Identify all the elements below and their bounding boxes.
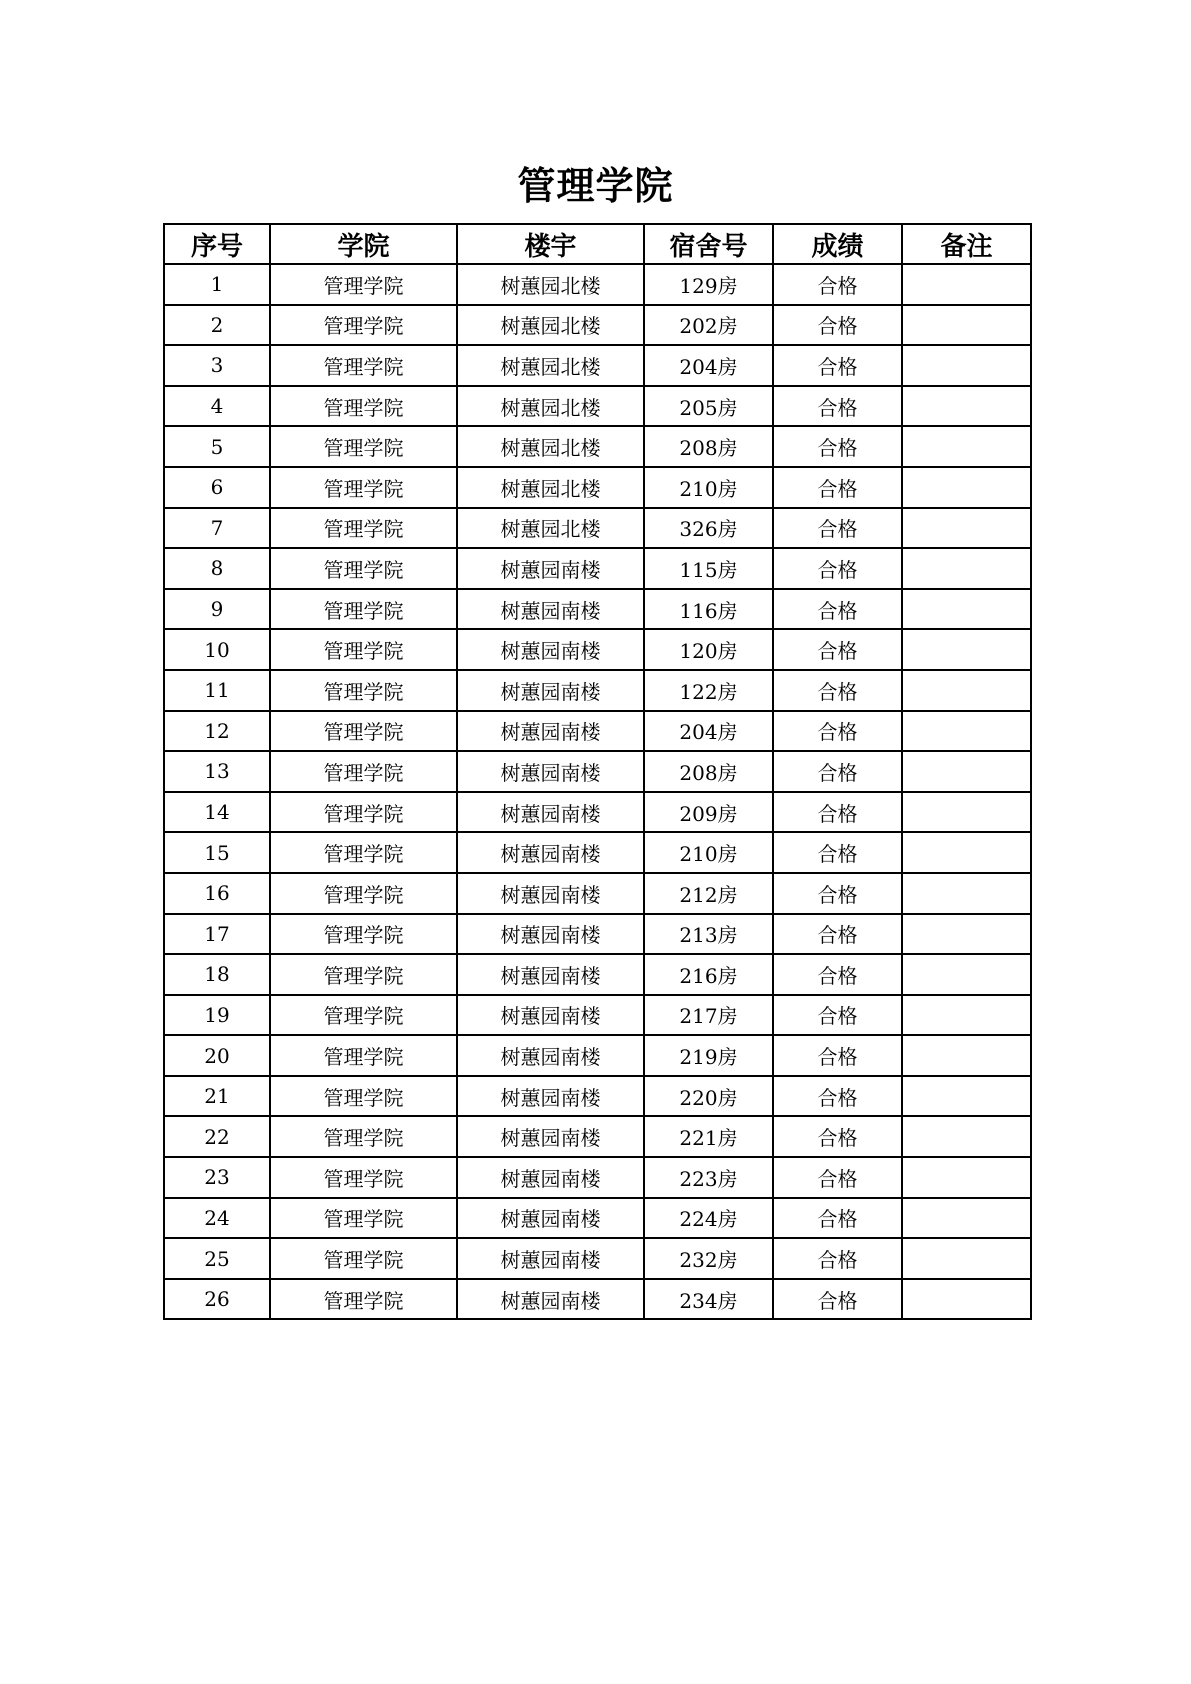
cell-grade: 合格 (773, 995, 902, 1036)
cell-remark (902, 1116, 1031, 1157)
cell-remark (902, 589, 1031, 630)
cell-building: 树蕙园南楼 (457, 711, 644, 752)
cell-seq: 20 (164, 1035, 270, 1076)
cell-remark (902, 386, 1031, 427)
cell-college: 管理学院 (270, 426, 457, 467)
table-row (164, 1157, 1031, 1198)
table-body (164, 264, 1031, 1319)
cell-room: 234房 (644, 1279, 773, 1320)
cell-seq: 7 (164, 508, 270, 549)
cell-college: 管理学院 (270, 548, 457, 589)
cell-grade: 合格 (773, 426, 902, 467)
cell-seq: 11 (164, 670, 270, 711)
cell-remark (902, 914, 1031, 955)
cell-building: 树蕙园南楼 (457, 995, 644, 1036)
cell-seq: 22 (164, 1116, 270, 1157)
cell-grade: 合格 (773, 1116, 902, 1157)
cell-seq: 9 (164, 589, 270, 630)
cell-remark (902, 345, 1031, 386)
cell-building: 树蕙园北楼 (457, 467, 644, 508)
cell-grade: 合格 (773, 589, 902, 630)
dormitory-grade-table (163, 223, 1032, 1320)
header-seq: 序号 (164, 224, 270, 264)
cell-building: 树蕙园南楼 (457, 954, 644, 995)
cell-remark (902, 1279, 1031, 1320)
cell-building: 树蕙园南楼 (457, 832, 644, 873)
cell-remark (902, 1157, 1031, 1198)
cell-room: 223房 (644, 1157, 773, 1198)
cell-college: 管理学院 (270, 995, 457, 1036)
cell-room: 208房 (644, 426, 773, 467)
cell-seq: 3 (164, 345, 270, 386)
header-grade: 成绩 (773, 224, 902, 264)
cell-remark (902, 1198, 1031, 1239)
cell-building: 树蕙园北楼 (457, 426, 644, 467)
cell-college: 管理学院 (270, 345, 457, 386)
cell-grade: 合格 (773, 345, 902, 386)
cell-room: 220房 (644, 1076, 773, 1117)
cell-room: 216房 (644, 954, 773, 995)
cell-college: 管理学院 (270, 1157, 457, 1198)
cell-seq: 18 (164, 954, 270, 995)
table-row (164, 1116, 1031, 1157)
cell-room: 204房 (644, 345, 773, 386)
cell-room: 224房 (644, 1198, 773, 1239)
cell-remark (902, 1238, 1031, 1279)
table-row (164, 305, 1031, 346)
table-row (164, 751, 1031, 792)
cell-building: 树蕙园南楼 (457, 1157, 644, 1198)
cell-room: 217房 (644, 995, 773, 1036)
cell-seq: 4 (164, 386, 270, 427)
cell-remark (902, 954, 1031, 995)
cell-college: 管理学院 (270, 629, 457, 670)
cell-remark (902, 1035, 1031, 1076)
cell-grade: 合格 (773, 508, 902, 549)
cell-building: 树蕙园北楼 (457, 345, 644, 386)
table-row (164, 426, 1031, 467)
cell-building: 树蕙园南楼 (457, 1035, 644, 1076)
cell-grade: 合格 (773, 1035, 902, 1076)
table-row (164, 914, 1031, 955)
cell-room: 213房 (644, 914, 773, 955)
cell-remark (902, 1076, 1031, 1117)
cell-grade: 合格 (773, 1076, 902, 1117)
cell-building: 树蕙园南楼 (457, 1238, 644, 1279)
header-room: 宿舍号 (644, 224, 773, 264)
cell-grade: 合格 (773, 386, 902, 427)
cell-room: 219房 (644, 1035, 773, 1076)
cell-building: 树蕙园北楼 (457, 508, 644, 549)
cell-college: 管理学院 (270, 1279, 457, 1320)
cell-college: 管理学院 (270, 1116, 457, 1157)
cell-seq: 8 (164, 548, 270, 589)
cell-college: 管理学院 (270, 386, 457, 427)
cell-building: 树蕙园南楼 (457, 792, 644, 833)
cell-seq: 10 (164, 629, 270, 670)
header-college: 学院 (270, 224, 457, 264)
cell-grade: 合格 (773, 1198, 902, 1239)
cell-college: 管理学院 (270, 832, 457, 873)
cell-seq: 12 (164, 711, 270, 752)
cell-grade: 合格 (773, 873, 902, 914)
table-row (164, 1198, 1031, 1239)
cell-remark (902, 873, 1031, 914)
cell-building: 树蕙园南楼 (457, 670, 644, 711)
cell-college: 管理学院 (270, 670, 457, 711)
cell-remark (902, 792, 1031, 833)
cell-grade: 合格 (773, 264, 902, 305)
table-row (164, 386, 1031, 427)
cell-college: 管理学院 (270, 751, 457, 792)
table-row (164, 1035, 1031, 1076)
cell-college: 管理学院 (270, 589, 457, 630)
cell-seq: 6 (164, 467, 270, 508)
cell-seq: 13 (164, 751, 270, 792)
table-row (164, 873, 1031, 914)
cell-seq: 23 (164, 1157, 270, 1198)
cell-room: 326房 (644, 508, 773, 549)
table-row (164, 345, 1031, 386)
cell-college: 管理学院 (270, 1238, 457, 1279)
table-row (164, 548, 1031, 589)
cell-grade: 合格 (773, 832, 902, 873)
cell-remark (902, 751, 1031, 792)
table-row (164, 711, 1031, 752)
cell-room: 204房 (644, 711, 773, 752)
cell-room: 115房 (644, 548, 773, 589)
cell-building: 树蕙园南楼 (457, 914, 644, 955)
cell-remark (902, 629, 1031, 670)
cell-grade: 合格 (773, 954, 902, 995)
cell-building: 树蕙园南楼 (457, 1116, 644, 1157)
cell-building: 树蕙园南楼 (457, 1076, 644, 1117)
cell-room: 208房 (644, 751, 773, 792)
cell-grade: 合格 (773, 792, 902, 833)
cell-building: 树蕙园南楼 (457, 1279, 644, 1320)
table-row (164, 792, 1031, 833)
cell-remark (902, 467, 1031, 508)
cell-college: 管理学院 (270, 711, 457, 752)
table-row (164, 832, 1031, 873)
table-row (164, 1279, 1031, 1320)
cell-building: 树蕙园北楼 (457, 264, 644, 305)
cell-grade: 合格 (773, 305, 902, 346)
cell-room: 209房 (644, 792, 773, 833)
cell-building: 树蕙园南楼 (457, 629, 644, 670)
cell-grade: 合格 (773, 629, 902, 670)
table-row (164, 1238, 1031, 1279)
cell-seq: 5 (164, 426, 270, 467)
cell-seq: 14 (164, 792, 270, 833)
cell-seq: 2 (164, 305, 270, 346)
cell-building: 树蕙园北楼 (457, 386, 644, 427)
cell-building: 树蕙园南楼 (457, 1198, 644, 1239)
cell-remark (902, 832, 1031, 873)
cell-grade: 合格 (773, 751, 902, 792)
cell-seq: 21 (164, 1076, 270, 1117)
table-row (164, 670, 1031, 711)
cell-grade: 合格 (773, 467, 902, 508)
cell-seq: 16 (164, 873, 270, 914)
cell-seq: 1 (164, 264, 270, 305)
table-row (164, 1076, 1031, 1117)
table-row (164, 629, 1031, 670)
cell-seq: 24 (164, 1198, 270, 1239)
table-row (164, 995, 1031, 1036)
cell-college: 管理学院 (270, 1035, 457, 1076)
cell-grade: 合格 (773, 1157, 902, 1198)
cell-room: 129房 (644, 264, 773, 305)
cell-room: 116房 (644, 589, 773, 630)
cell-room: 120房 (644, 629, 773, 670)
cell-college: 管理学院 (270, 508, 457, 549)
table-row (164, 589, 1031, 630)
table-row (164, 264, 1031, 305)
cell-room: 212房 (644, 873, 773, 914)
cell-seq: 26 (164, 1279, 270, 1320)
cell-remark (902, 548, 1031, 589)
header-remark: 备注 (902, 224, 1031, 264)
cell-room: 122房 (644, 670, 773, 711)
cell-grade: 合格 (773, 1238, 902, 1279)
cell-building: 树蕙园南楼 (457, 873, 644, 914)
table-row (164, 954, 1031, 995)
cell-building: 树蕙园南楼 (457, 589, 644, 630)
cell-room: 232房 (644, 1238, 773, 1279)
cell-remark (902, 711, 1031, 752)
cell-grade: 合格 (773, 711, 902, 752)
cell-remark (902, 264, 1031, 305)
cell-seq: 17 (164, 914, 270, 955)
cell-college: 管理学院 (270, 305, 457, 346)
table-row (164, 508, 1031, 549)
cell-college: 管理学院 (270, 914, 457, 955)
cell-remark (902, 995, 1031, 1036)
cell-grade: 合格 (773, 914, 902, 955)
cell-grade: 合格 (773, 1279, 902, 1320)
cell-remark (902, 670, 1031, 711)
cell-college: 管理学院 (270, 792, 457, 833)
cell-seq: 25 (164, 1238, 270, 1279)
cell-room: 205房 (644, 386, 773, 427)
cell-college: 管理学院 (270, 954, 457, 995)
cell-room: 210房 (644, 832, 773, 873)
cell-remark (902, 508, 1031, 549)
cell-building: 树蕙园南楼 (457, 751, 644, 792)
table-row (164, 467, 1031, 508)
header-building: 楼宇 (457, 224, 644, 264)
cell-college: 管理学院 (270, 1076, 457, 1117)
cell-college: 管理学院 (270, 467, 457, 508)
cell-room: 202房 (644, 305, 773, 346)
cell-seq: 15 (164, 832, 270, 873)
cell-building: 树蕙园南楼 (457, 548, 644, 589)
cell-grade: 合格 (773, 670, 902, 711)
cell-room: 221房 (644, 1116, 773, 1157)
cell-building: 树蕙园北楼 (457, 305, 644, 346)
cell-grade: 合格 (773, 548, 902, 589)
page-title: 管理学院 (517, 164, 674, 208)
cell-remark (902, 305, 1031, 346)
cell-remark (902, 426, 1031, 467)
cell-college: 管理学院 (270, 264, 457, 305)
cell-college: 管理学院 (270, 1198, 457, 1239)
cell-college: 管理学院 (270, 873, 457, 914)
cell-seq: 19 (164, 995, 270, 1036)
table-header-row (164, 224, 1031, 264)
cell-room: 210房 (644, 467, 773, 508)
